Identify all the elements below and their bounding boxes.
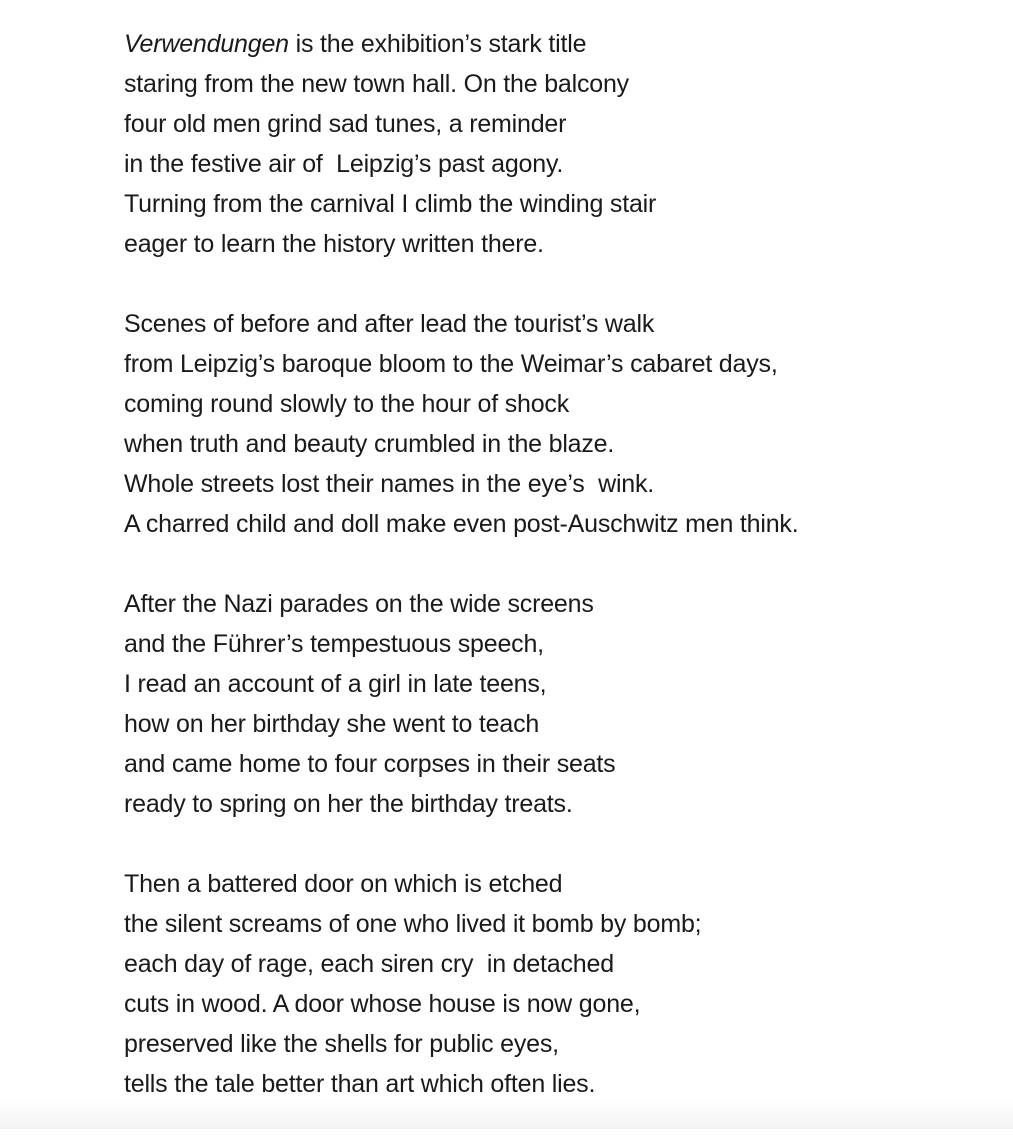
poem-line: Turning from the carnival I climb the winding stair — [124, 190, 657, 218]
poem-line: the silent screams of one who lived it bomb by bomb; — [124, 910, 702, 938]
poem-line: in the festive air of Leipzig’s past agony. — [124, 150, 564, 178]
stanza-2 — [124, 304, 994, 544]
poem-line: tells the tale better than art which often lies. — [124, 1070, 596, 1098]
poem-line: ready to spring on her the birthday treats. — [124, 790, 573, 818]
poem-line: when truth and beauty crumbled in the blaze. — [124, 430, 615, 458]
poem-line: After the Nazi parades on the wide screens — [124, 590, 594, 618]
poem-line: Whole streets lost their names in the eye’s wink. — [124, 470, 655, 498]
poem-line: A charred child and doll make even post-Auschwitz men think. — [124, 510, 799, 538]
poem-line: staring from the new town hall. On the balcony — [124, 70, 629, 98]
poem-line-text: is the exhibition’s stark title — [288, 30, 587, 58]
poem-line: cuts in wood. A door whose house is now gone, — [124, 990, 641, 1018]
bottom-fade — [0, 1099, 1013, 1129]
poem-line — [124, 24, 994, 64]
poem-line: and came home to four corpses in their seats — [124, 750, 616, 778]
poem-line: coming round slowly to the hour of shock — [124, 390, 570, 418]
stanza-4 — [124, 864, 994, 1104]
poem-line: each day of rage, each siren cry in detached — [124, 950, 614, 978]
poem-line: I read an account of a girl in late teens, — [124, 670, 547, 698]
poem-body — [124, 24, 994, 1144]
poem-line: from Leipzig’s baroque bloom to the Weimar’s cabaret days, — [124, 350, 778, 378]
exhibition-title: Verwendungen — [124, 30, 289, 58]
poem-line: four old men grind sad tunes, a reminder — [124, 110, 567, 138]
poem-line: Scenes of before and after lead the tourist’s walk — [124, 310, 655, 338]
poem-line: Then a battered door on which is etched — [124, 870, 563, 898]
poem-line: how on her birthday she went to teach — [124, 710, 540, 738]
poem-line: and the Führer’s tempestuous speech, — [124, 630, 544, 658]
stanza-3 — [124, 584, 994, 824]
poem-line: preserved like the shells for public eyes, — [124, 1030, 559, 1058]
poem-line: eager to learn the history written there. — [124, 230, 544, 258]
stanza-1 — [124, 24, 994, 264]
